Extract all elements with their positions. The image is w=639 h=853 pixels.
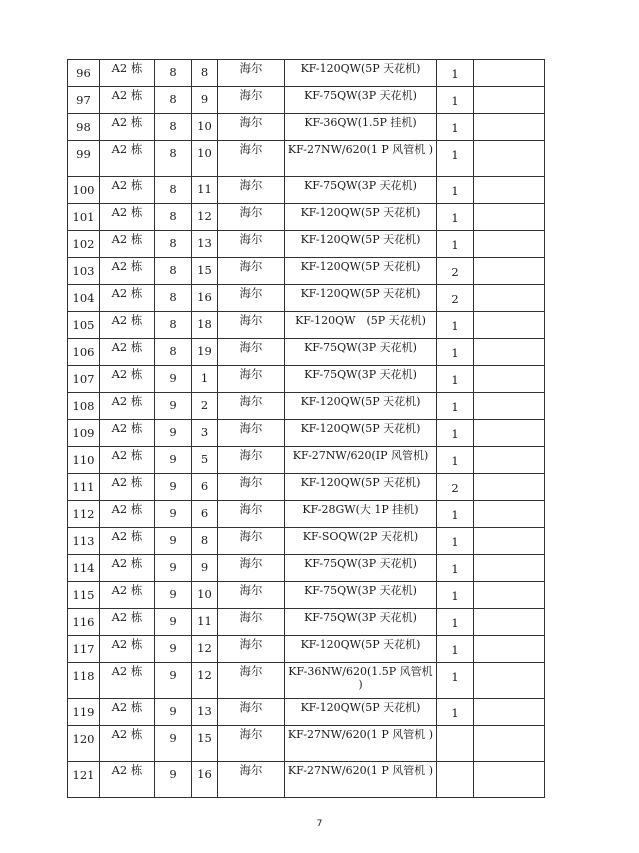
quantity-cell: 1 <box>437 609 474 636</box>
floor-cell: 8 <box>155 285 192 312</box>
floor-cell: 9 <box>155 726 192 762</box>
quantity-cell: 1 <box>437 420 474 447</box>
blank-cell <box>474 60 545 87</box>
quantity-cell: 1 <box>437 366 474 393</box>
table-row <box>68 474 545 501</box>
model-cell: KF-27NW/620(1 P 风管机 ) <box>285 762 437 798</box>
quantity-cell: 1 <box>437 555 474 582</box>
model-cell: KF-120QW(5P 天花机) <box>285 285 437 312</box>
room-cell: 2 <box>192 393 218 420</box>
model-cell: KF-SOQW(2P 天花机) <box>285 528 437 555</box>
building-cell: A2 栋 <box>100 114 155 141</box>
room-cell: 12 <box>192 636 218 663</box>
building-cell: A2 栋 <box>100 528 155 555</box>
row-number-cell: 121 <box>68 762 100 798</box>
brand-cell: 海尔 <box>218 87 285 114</box>
row-number-cell: 113 <box>68 528 100 555</box>
table-row <box>68 528 545 555</box>
model-cell: KF-27NW/620(1 P 风管机 ) <box>285 141 437 177</box>
quantity-cell <box>437 726 474 762</box>
table-row <box>68 258 545 285</box>
room-cell: 5 <box>192 447 218 474</box>
brand-cell: 海尔 <box>218 339 285 366</box>
blank-cell <box>474 555 545 582</box>
brand-cell: 海尔 <box>218 141 285 177</box>
quantity-cell: 1 <box>437 501 474 528</box>
row-number-cell: 103 <box>68 258 100 285</box>
brand-cell: 海尔 <box>218 312 285 339</box>
row-number-cell: 99 <box>68 141 100 177</box>
brand-cell: 海尔 <box>218 420 285 447</box>
model-cell: KF-36NW/620(1.5P 风管机 ) <box>285 663 437 699</box>
brand-cell: 海尔 <box>218 231 285 258</box>
building-cell: A2 栋 <box>100 762 155 798</box>
building-cell: A2 栋 <box>100 285 155 312</box>
brand-cell: 海尔 <box>218 528 285 555</box>
table-row <box>68 447 545 474</box>
room-cell: 11 <box>192 177 218 204</box>
floor-cell: 8 <box>155 87 192 114</box>
room-cell: 8 <box>192 528 218 555</box>
room-cell: 16 <box>192 762 218 798</box>
model-cell: KF-120QW (5P 天花机) <box>285 312 437 339</box>
table-row <box>68 60 545 87</box>
floor-cell: 8 <box>155 339 192 366</box>
model-cell: KF-120QW(5P 天花机) <box>285 60 437 87</box>
brand-cell: 海尔 <box>218 663 285 699</box>
brand-cell: 海尔 <box>218 762 285 798</box>
room-cell: 13 <box>192 699 218 726</box>
building-cell: A2 栋 <box>100 420 155 447</box>
room-cell: 3 <box>192 420 218 447</box>
room-cell: 6 <box>192 474 218 501</box>
quantity-cell: 1 <box>437 204 474 231</box>
row-number-cell: 118 <box>68 663 100 699</box>
quantity-cell: 1 <box>437 312 474 339</box>
model-cell: KF-120QW(5P 天花机) <box>285 636 437 663</box>
table-row <box>68 87 545 114</box>
quantity-cell: 1 <box>437 141 474 177</box>
row-number-cell: 98 <box>68 114 100 141</box>
quantity-cell: 2 <box>437 258 474 285</box>
building-cell: A2 栋 <box>100 312 155 339</box>
row-number-cell: 104 <box>68 285 100 312</box>
floor-cell: 9 <box>155 366 192 393</box>
blank-cell <box>474 528 545 555</box>
building-cell: A2 栋 <box>100 663 155 699</box>
building-cell: A2 栋 <box>100 555 155 582</box>
table-row <box>68 114 545 141</box>
building-cell: A2 栋 <box>100 339 155 366</box>
row-number-cell: 112 <box>68 501 100 528</box>
row-number-cell: 96 <box>68 60 100 87</box>
table-row <box>68 231 545 258</box>
brand-cell: 海尔 <box>218 258 285 285</box>
building-cell: A2 栋 <box>100 60 155 87</box>
model-cell: KF-75QW(3P 天花机) <box>285 582 437 609</box>
quantity-cell: 1 <box>437 231 474 258</box>
page-number: 7 <box>316 819 323 829</box>
building-cell: A2 栋 <box>100 501 155 528</box>
model-cell: KF-75QW(3P 天花机) <box>285 555 437 582</box>
building-cell: A2 栋 <box>100 366 155 393</box>
floor-cell: 9 <box>155 474 192 501</box>
quantity-cell: 1 <box>437 114 474 141</box>
quantity-cell: 1 <box>437 663 474 699</box>
floor-cell: 8 <box>155 312 192 339</box>
model-cell: KF-120QW(5P 天花机) <box>285 393 437 420</box>
brand-cell: 海尔 <box>218 114 285 141</box>
quantity-cell: 1 <box>437 528 474 555</box>
brand-cell: 海尔 <box>218 393 285 420</box>
room-cell: 10 <box>192 114 218 141</box>
floor-cell: 8 <box>155 258 192 285</box>
room-cell: 16 <box>192 285 218 312</box>
building-cell: A2 栋 <box>100 582 155 609</box>
brand-cell: 海尔 <box>218 366 285 393</box>
blank-cell <box>474 312 545 339</box>
quantity-cell: 2 <box>437 474 474 501</box>
blank-cell <box>474 114 545 141</box>
model-cell: KF-75QW(3P 天花机) <box>285 339 437 366</box>
blank-cell <box>474 204 545 231</box>
table-row <box>68 699 545 726</box>
row-number-cell: 101 <box>68 204 100 231</box>
quantity-cell: 1 <box>437 339 474 366</box>
floor-cell: 9 <box>155 393 192 420</box>
quantity-cell: 1 <box>437 87 474 114</box>
row-number-cell: 115 <box>68 582 100 609</box>
quantity-cell: 1 <box>437 177 474 204</box>
model-cell: KF-28GW(大 1P 挂机) <box>285 501 437 528</box>
brand-cell: 海尔 <box>218 204 285 231</box>
table-row <box>68 312 545 339</box>
brand-cell: 海尔 <box>218 60 285 87</box>
building-cell: A2 栋 <box>100 726 155 762</box>
quantity-cell: 1 <box>437 582 474 609</box>
floor-cell: 8 <box>155 204 192 231</box>
room-cell: 11 <box>192 609 218 636</box>
model-cell: KF-27NW/620(1 P 风管机 ) <box>285 726 437 762</box>
blank-cell <box>474 393 545 420</box>
table-row <box>68 420 545 447</box>
building-cell: A2 栋 <box>100 636 155 663</box>
floor-cell: 8 <box>155 177 192 204</box>
blank-cell <box>474 636 545 663</box>
model-cell: KF-75QW(3P 天花机) <box>285 177 437 204</box>
blank-cell <box>474 231 545 258</box>
model-cell: KF-120QW(5P 天花机) <box>285 474 437 501</box>
row-number-cell: 111 <box>68 474 100 501</box>
floor-cell: 9 <box>155 663 192 699</box>
room-cell: 6 <box>192 501 218 528</box>
row-number-cell: 119 <box>68 699 100 726</box>
table-row <box>68 177 545 204</box>
row-number-cell: 105 <box>68 312 100 339</box>
quantity-cell: 2 <box>437 285 474 312</box>
building-cell: A2 栋 <box>100 204 155 231</box>
building-cell: A2 栋 <box>100 258 155 285</box>
table-row <box>68 141 545 177</box>
model-cell: KF-27NW/620(IP 风管机) <box>285 447 437 474</box>
model-cell: KF-75QW(3P 天花机) <box>285 609 437 636</box>
room-cell: 15 <box>192 258 218 285</box>
building-cell: A2 栋 <box>100 699 155 726</box>
brand-cell: 海尔 <box>218 699 285 726</box>
brand-cell: 海尔 <box>218 501 285 528</box>
row-number-cell: 109 <box>68 420 100 447</box>
quantity-cell <box>437 762 474 798</box>
building-cell: A2 栋 <box>100 177 155 204</box>
room-cell: 19 <box>192 339 218 366</box>
table-row <box>68 555 545 582</box>
table-row <box>68 285 545 312</box>
model-cell: KF-120QW(5P 天花机) <box>285 420 437 447</box>
table-body <box>68 60 545 798</box>
row-number-cell: 106 <box>68 339 100 366</box>
table-row <box>68 366 545 393</box>
brand-cell: 海尔 <box>218 636 285 663</box>
building-cell: A2 栋 <box>100 87 155 114</box>
model-cell: KF-120QW(5P 天花机) <box>285 231 437 258</box>
quantity-cell: 1 <box>437 393 474 420</box>
floor-cell: 9 <box>155 609 192 636</box>
row-number-cell: 102 <box>68 231 100 258</box>
room-cell: 10 <box>192 582 218 609</box>
blank-cell <box>474 699 545 726</box>
blank-cell <box>474 177 545 204</box>
blank-cell <box>474 663 545 699</box>
room-cell: 15 <box>192 726 218 762</box>
table-row <box>68 582 545 609</box>
floor-cell: 8 <box>155 141 192 177</box>
floor-cell: 9 <box>155 636 192 663</box>
table-row <box>68 501 545 528</box>
room-cell: 9 <box>192 555 218 582</box>
model-cell: KF-120QW(5P 天花机) <box>285 699 437 726</box>
row-number-cell: 97 <box>68 87 100 114</box>
quantity-cell: 1 <box>437 636 474 663</box>
floor-cell: 9 <box>155 582 192 609</box>
brand-cell: 海尔 <box>218 726 285 762</box>
equipment-table <box>67 59 545 798</box>
building-cell: A2 栋 <box>100 447 155 474</box>
blank-cell <box>474 420 545 447</box>
brand-cell: 海尔 <box>218 609 285 636</box>
floor-cell: 9 <box>155 447 192 474</box>
brand-cell: 海尔 <box>218 474 285 501</box>
blank-cell <box>474 285 545 312</box>
room-cell: 13 <box>192 231 218 258</box>
room-cell: 1 <box>192 366 218 393</box>
table-row <box>68 636 545 663</box>
building-cell: A2 栋 <box>100 393 155 420</box>
blank-cell <box>474 141 545 177</box>
floor-cell: 9 <box>155 501 192 528</box>
building-cell: A2 栋 <box>100 231 155 258</box>
brand-cell: 海尔 <box>218 177 285 204</box>
room-cell: 12 <box>192 204 218 231</box>
blank-cell <box>474 726 545 762</box>
blank-cell <box>474 762 545 798</box>
model-cell: KF-36QW(1.5P 挂机) <box>285 114 437 141</box>
building-cell: A2 栋 <box>100 609 155 636</box>
floor-cell: 9 <box>155 699 192 726</box>
room-cell: 18 <box>192 312 218 339</box>
row-number-cell: 110 <box>68 447 100 474</box>
blank-cell <box>474 366 545 393</box>
table-row <box>68 609 545 636</box>
table-row <box>68 393 545 420</box>
quantity-cell: 1 <box>437 699 474 726</box>
table-row <box>68 663 545 699</box>
row-number-cell: 116 <box>68 609 100 636</box>
row-number-cell: 107 <box>68 366 100 393</box>
model-cell: KF-120QW(5P 天花机) <box>285 258 437 285</box>
quantity-cell: 1 <box>437 60 474 87</box>
floor-cell: 8 <box>155 114 192 141</box>
model-cell: KF-75QW(3P 天花机) <box>285 366 437 393</box>
room-cell: 8 <box>192 60 218 87</box>
building-cell: A2 栋 <box>100 474 155 501</box>
blank-cell <box>474 501 545 528</box>
brand-cell: 海尔 <box>218 582 285 609</box>
blank-cell <box>474 447 545 474</box>
floor-cell: 9 <box>155 762 192 798</box>
room-cell: 10 <box>192 141 218 177</box>
blank-cell <box>474 258 545 285</box>
blank-cell <box>474 339 545 366</box>
model-cell: KF-120QW(5P 天花机) <box>285 204 437 231</box>
blank-cell <box>474 582 545 609</box>
row-number-cell: 120 <box>68 726 100 762</box>
quantity-cell: 1 <box>437 447 474 474</box>
blank-cell <box>474 474 545 501</box>
room-cell: 9 <box>192 87 218 114</box>
building-cell: A2 栋 <box>100 141 155 177</box>
brand-cell: 海尔 <box>218 285 285 312</box>
table-row <box>68 204 545 231</box>
row-number-cell: 114 <box>68 555 100 582</box>
floor-cell: 8 <box>155 60 192 87</box>
table-row <box>68 726 545 762</box>
table-row <box>68 762 545 798</box>
floor-cell: 9 <box>155 420 192 447</box>
blank-cell <box>474 609 545 636</box>
row-number-cell: 100 <box>68 177 100 204</box>
row-number-cell: 108 <box>68 393 100 420</box>
floor-cell: 9 <box>155 555 192 582</box>
floor-cell: 8 <box>155 231 192 258</box>
floor-cell: 9 <box>155 528 192 555</box>
table-row <box>68 339 545 366</box>
brand-cell: 海尔 <box>218 447 285 474</box>
blank-cell <box>474 87 545 114</box>
model-cell: KF-75QW(3P 天花机) <box>285 87 437 114</box>
row-number-cell: 117 <box>68 636 100 663</box>
brand-cell: 海尔 <box>218 555 285 582</box>
room-cell: 12 <box>192 663 218 699</box>
